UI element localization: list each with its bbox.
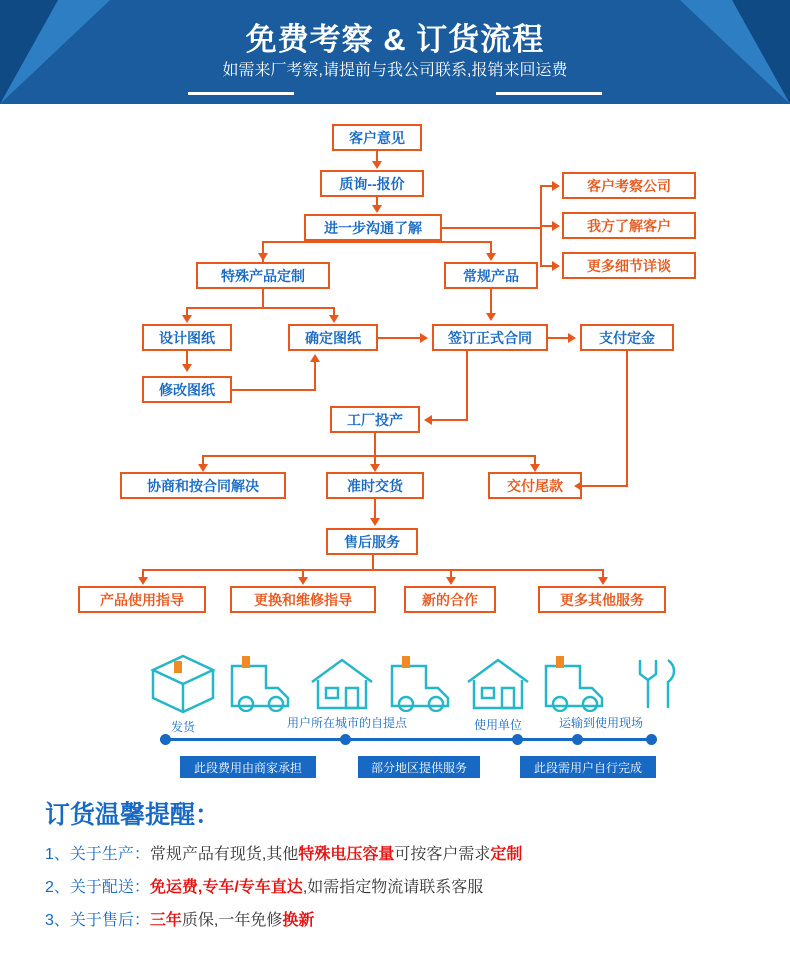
arrow-to-confirm-drawing [329,315,339,323]
logistics-caption-end-user: 使用单位 [473,718,522,732]
connector-contract-down [466,351,468,419]
connector-deposit-to-final [582,485,628,487]
connector-to-final-payment [534,455,536,464]
tips-row-delivery [0,864,790,897]
arrow-standard-to-contract [486,313,496,321]
flow-node-more-services[interactable]: 更多其他服务 [538,586,666,613]
order-process-flowchart [0,104,790,644]
connector-custom-down [262,289,264,307]
connector-communication-to-right-spine [442,227,540,229]
order-tips-section [0,795,790,930]
tips-row-production-label: 1、关于生产： [45,846,150,863]
connector-to-new-cooperation [450,569,452,577]
tips-row-production [0,831,790,864]
timeline-dot-1 [160,734,171,745]
connector-to-confirm-drawing [333,307,335,315]
tips-row-after-sales [0,897,790,930]
arrow-to-design-drawing [182,315,192,323]
logistics-strip [0,640,790,790]
logistics-segment-partial-areas: 部分地区提供服务 [358,756,480,778]
arrow-to-customer-visit [552,181,560,191]
flow-node-pay-deposit[interactable]: 支付定金 [580,324,674,351]
connector-production-split [202,455,534,457]
arrow-quote-to-communication [372,205,382,213]
flow-node-inquiry-quote[interactable]: 质询--报价 [320,170,424,197]
logistics-caption-pickup-point: 用户所在城市的自提点 [286,716,407,730]
timeline-dot-3 [512,734,523,745]
arrow-to-understand-customer [552,221,560,231]
flow-node-on-time-delivery[interactable]: 准时交货 [326,472,424,499]
delivery-truck-icon-2 [388,654,458,712]
flow-node-negotiate-contract[interactable]: 协商和按合同解决 [120,472,286,499]
pickup-point-house-icon [308,656,376,712]
tips-row-delivery-text1: ,如需指定物流请联系客服 [302,879,484,896]
tips-row-after-sales-label: 3、关于售后： [45,912,150,929]
arrow-to-ontime [370,464,380,472]
flow-node-factory-production[interactable]: 工厂投产 [330,406,420,433]
arrow-to-repair-guide [298,577,308,585]
flow-node-final-payment[interactable]: 交付尾款 [488,472,582,499]
flow-node-we-understand-customer[interactable]: 我方了解客户 [562,212,696,239]
arrow-contract-to-deposit [568,333,576,343]
connector-to-more-services [602,569,604,577]
arrow-ontime-to-aftersales [370,518,380,526]
tips-row-delivery-highlight1: 免运费,专车/专车直达 [149,879,303,896]
tips-row-delivery-label: 2、关于配送： [45,879,150,896]
connector-modify-to-confirm-v [314,362,316,390]
logistics-segment-merchant-pays: 此段费用由商家承担 [180,756,316,778]
tips-row-production-highlight2: 定制 [490,846,523,863]
arrow-design-to-modify [182,364,192,372]
arrow-modify-to-confirm [310,354,320,362]
connector-to-ontime [374,455,376,464]
arrow-to-more-services [598,577,608,585]
connector-deposit-down [626,351,628,485]
end-user-house-icon [464,656,532,712]
connector-contract-to-production [432,419,468,421]
arrow-contract-to-production [424,415,432,425]
connector-contract-to-deposit [548,337,568,339]
header-rule-left [188,92,294,95]
flow-node-after-sales[interactable]: 售后服务 [326,528,418,555]
timeline-dot-2 [340,734,351,745]
connector-ontime-to-aftersales [374,499,376,518]
connector-production-down [374,433,376,455]
arrow-to-new-cooperation [446,577,456,585]
connector-communication-split [262,241,492,243]
tips-row-after-sales-highlight1: 三年 [149,912,182,929]
flow-node-modify-drawing[interactable]: 修改图纸 [142,376,232,403]
arrow-confirm-to-contract [420,333,428,343]
flow-node-design-drawing[interactable]: 设计图纸 [142,324,232,351]
flow-node-sign-contract[interactable]: 签订正式合同 [432,324,548,351]
tips-row-production-highlight1: 特殊电压容量 [298,846,395,863]
arrow-to-standard-product [486,253,496,261]
tips-heading: 订货温馨提醒： [45,801,221,829]
logistics-caption-shipping: 发货 [170,720,195,734]
connector-to-usage-guide [142,569,144,577]
flow-node-confirm-drawing[interactable]: 确定图纸 [288,324,378,351]
tips-row-production-text2: 可按客户需求 [394,846,491,863]
arrow-to-final-payment [530,464,540,472]
flow-node-more-details[interactable]: 更多细节详谈 [562,252,696,279]
arrow-opinion-to-quote [372,161,382,169]
logistics-segment-user-completes: 此段需用户自行完成 [520,756,656,778]
connector-modify-to-confirm-h [232,389,316,391]
connector-design-to-modify [186,351,188,364]
connector-custom-split [186,307,334,309]
tips-row-production-text1: 常规产品有现货,其他 [149,846,299,863]
arrow-to-usage-guide [138,577,148,585]
flow-node-customer-visit-company[interactable]: 客户考察公司 [562,172,696,199]
arrow-to-negotiate [198,464,208,472]
page-subtitle: 如需来厂考察,请提前与我公司联系,报销来回运费 [222,62,568,79]
arrow-to-more-details [552,261,560,271]
delivery-truck-icon-1 [228,654,298,712]
package-box-icon [148,652,218,714]
connector-split-left-down [262,241,264,253]
logistics-caption-transport-to-site: 运输到使用现场 [558,716,643,730]
connector-to-repair-guide [302,569,304,577]
tips-row-after-sales-text1: 质保,一年免修 [181,912,283,929]
connector-to-negotiate [202,455,204,464]
flow-node-standard-product[interactable]: 常规产品 [444,262,538,289]
connector-split-right-down [490,241,492,253]
connector-confirm-to-contract [378,337,420,339]
flow-node-custom-product[interactable]: 特殊产品定制 [196,262,330,289]
flow-node-further-communication[interactable]: 进一步沟通了解 [304,214,442,241]
connector-aftersales-down [372,555,374,569]
connector-standard-to-contract [490,289,492,313]
connector-to-design-drawing [186,307,188,315]
flow-node-replace-repair-guide[interactable]: 更换和维修指导 [230,586,376,613]
timeline-dot-4 [572,734,583,745]
arrow-to-custom-product [258,253,268,261]
tips-row-after-sales-highlight2: 换新 [282,912,315,929]
page-title: 免费考察 & 订货流程 [245,22,545,57]
delivery-truck-icon-3 [542,654,612,712]
wrench-tool-icon [628,656,688,712]
timeline-dot-5 [646,734,657,745]
page-header [0,0,790,104]
header-rule-right [496,92,602,95]
connector-aftersales-split [142,569,602,571]
flow-node-customer-opinion[interactable]: 客户意见 [332,124,422,151]
arrow-deposit-to-final [574,481,582,491]
flow-node-product-usage-guide[interactable]: 产品使用指导 [78,586,206,613]
flow-node-new-cooperation[interactable]: 新的合作 [404,586,496,613]
